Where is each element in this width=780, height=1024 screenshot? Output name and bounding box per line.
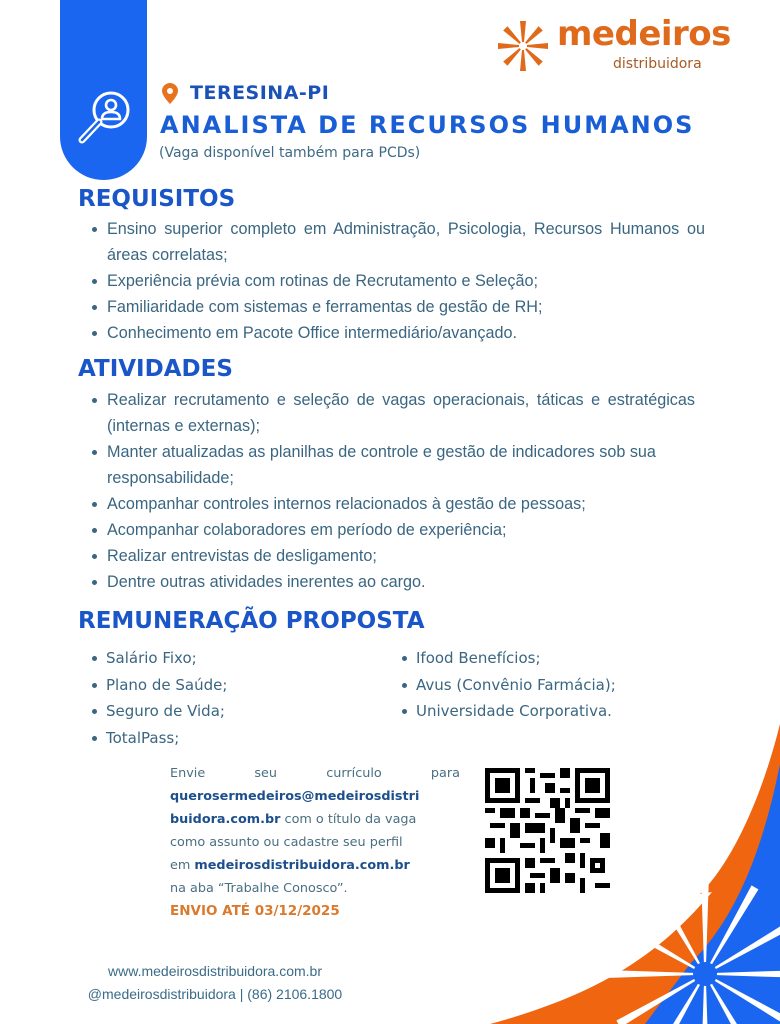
list-item: Universidade Corporativa. (400, 698, 616, 725)
website-link[interactable]: medeirosdistribuidora.com.br (194, 858, 410, 873)
email-link-cont[interactable]: buidora.com.br (170, 812, 281, 827)
list-item: Plano de Saúde; (90, 672, 227, 699)
benefits-list-right (400, 645, 616, 725)
section-title-atividades: ATIVIDADES (78, 356, 233, 382)
atividades-list (90, 387, 695, 595)
job-location (162, 82, 329, 104)
job-title: ANALISTA DE RECURSOS HUMANOS (160, 111, 695, 139)
list-item: Realizar entrevistas de desligamento; (90, 543, 695, 569)
person-search-icon (74, 88, 136, 150)
section-title-requisitos: REQUISITOS (78, 186, 236, 212)
deadline: ENVIO ATÉ 03/12/2025 (170, 903, 340, 919)
section-title-remuneracao: REMUNERAÇÃO PROPOSTA (78, 608, 425, 634)
footer (60, 960, 370, 1006)
apply-text: currículo (326, 766, 382, 781)
list-item: Dentre outras atividades inerentes ao cargo. (90, 569, 695, 595)
logo-name: medeiros (557, 14, 731, 54)
apply-text: Envie (170, 766, 206, 781)
logo-subtitle: distribuidora (613, 56, 702, 72)
sunburst-logo-icon (497, 20, 549, 72)
apply-text: como assunto ou cadastre seu perfil (170, 835, 403, 850)
benefits-list-left (90, 645, 227, 751)
list-item: Avus (Convênio Farmácia); (400, 672, 616, 699)
apply-instructions (170, 762, 460, 923)
apply-text: seu (254, 766, 278, 781)
email-link[interactable]: querosermedeiros@medeirosdistri (170, 789, 420, 804)
list-item: Ensino superior completo em Administração, Psicologia, Recursos Humanos ou áreas correlatas; (90, 216, 705, 268)
footer-social-phone: @medeirosdistribuidora | (86) 2106.1800 (87, 986, 343, 1002)
list-item: Seguro de Vida; (90, 698, 227, 725)
list-item: Realizar recrutamento e seleção de vagas operacionais, táticas e estratégicas (internas e externas); (90, 387, 695, 439)
list-item: Acompanhar controles internos relacionados à gestão de pessoas; (90, 491, 695, 517)
apply-text: para (430, 766, 460, 781)
list-item: TotalPass; (90, 725, 227, 752)
location-text: TERESINA-PI (190, 82, 330, 104)
apply-text: em (170, 858, 195, 873)
apply-text: com o título da vaga (280, 812, 417, 827)
location-pin-icon (162, 83, 178, 104)
header-blue-tab (60, 0, 147, 180)
requisitos-list (90, 216, 705, 346)
medeiros-logo (497, 14, 731, 80)
list-item: Experiência prévia com rotinas de Recrutamento e Seleção; (90, 268, 705, 294)
list-item: Familiaridade com sistemas e ferramentas de gestão de RH; (90, 294, 705, 320)
list-item: Acompanhar colaboradores em período de experiência; (90, 517, 695, 543)
list-item: Salário Fixo; (90, 645, 227, 672)
job-note: (Vaga disponível também para PCDs) (159, 145, 421, 161)
apply-text: na aba “Trabalhe Conosco”. (170, 881, 348, 896)
decorative-sunburst-corner (490, 724, 780, 1024)
footer-website[interactable]: www.medeirosdistribuidora.com.br (108, 963, 322, 979)
list-item: Ifood Benefícios; (400, 645, 616, 672)
list-item: Conhecimento em Pacote Office intermediário/avançado. (90, 320, 705, 346)
list-item: Manter atualizadas as planilhas de controle e gestão de indicadores sob sua responsabilidade; (90, 439, 695, 491)
